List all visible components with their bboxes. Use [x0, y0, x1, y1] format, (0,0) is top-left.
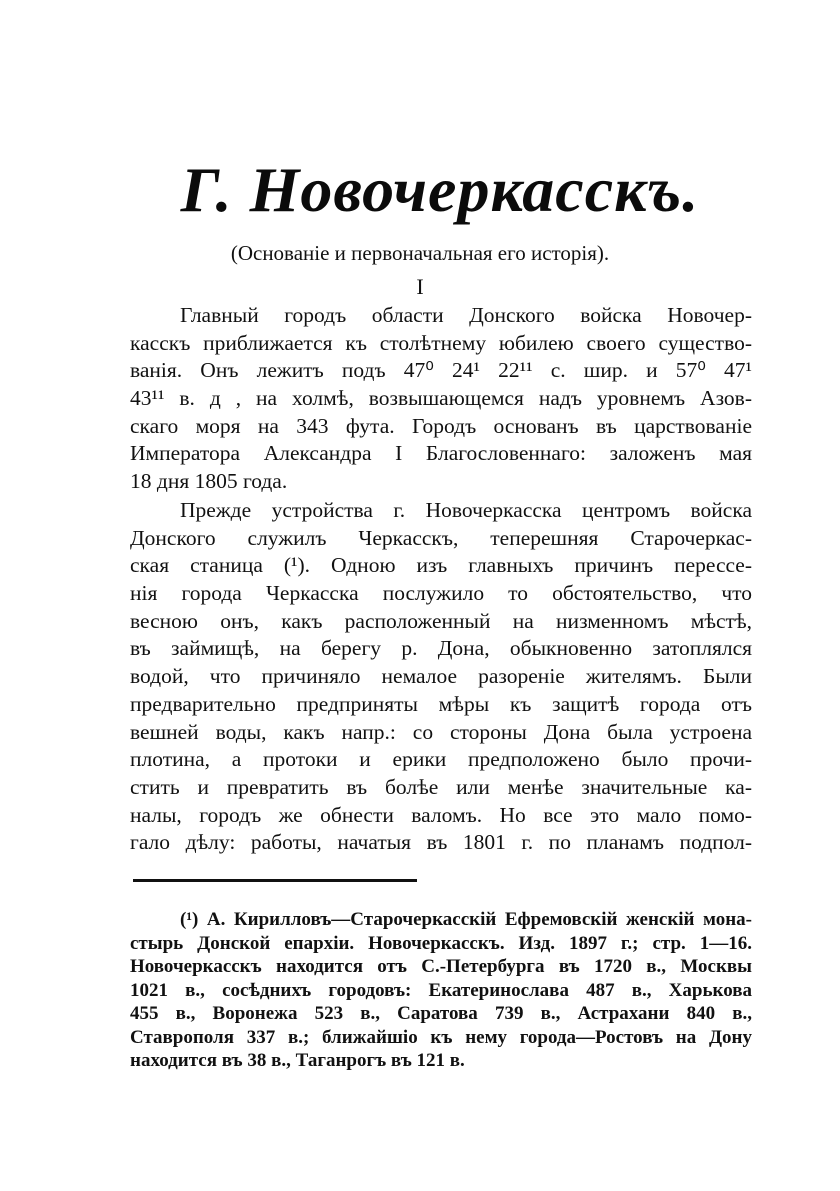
text-line: Главный городъ области Донского войска Новочер-	[180, 303, 752, 327]
page-title: Г. Новочеркасскъ.	[180, 154, 700, 225]
footnote-line: 1021 в., сосѣднихъ городовъ: Екатеринослава 487 в., Харькова	[130, 979, 752, 1001]
footnote-line: Новочеркасскъ находится отъ С.-Петербурга въ 1720 в., Москвы	[130, 956, 752, 977]
text-line: 43¹¹ в. д , на холмѣ, возвышающемся надъ уровнемъ Азов-	[130, 386, 752, 411]
text-line: Прежде устройства г. Новочеркасска центромъ войска	[180, 498, 752, 522]
text-line: водой, что причиняло немалое разореніе жителямъ. Были	[130, 664, 752, 689]
text-line: Донского служилъ Черкасскъ, теперешняя Старочеркас-	[130, 525, 752, 550]
text-line: предварительно предприняты мѣры къ защитѣ города отъ	[130, 691, 752, 716]
paragraph-1	[130, 302, 752, 496]
text-line: весною онъ, какъ расположенный на низменномъ мѣстѣ,	[130, 608, 752, 633]
text-line: нія города Черкасска послужило то обстоятельство, что	[130, 581, 752, 606]
text-line: 18 дня 1805 года.	[130, 469, 288, 494]
footnote	[130, 908, 752, 1073]
footnote-line: находится въ 38 в., Таганрогъ въ 121 в.	[130, 1050, 465, 1071]
footnote-line: (¹) А. Кирилловъ—Старочеркасскій Ефремовскій женскій мона-	[180, 909, 752, 930]
text-line: ванія. Онъ лежитъ подъ 47⁰ 24¹ 22¹¹ с. шир. и 57⁰ 47¹	[130, 358, 752, 383]
text-line: гало дѣлу: работы, начатыя въ 1801 г. по планамъ подпол-	[130, 830, 752, 855]
section-number: I	[416, 274, 424, 299]
text-line: налы, городъ же обнести валомъ. Но все это мало помо-	[130, 802, 752, 827]
text-line: въ займищѣ, на берегу р. Дона, обыкновенно затоплялся	[130, 636, 752, 661]
text-line: скаго моря на 343 фута. Городъ основанъ въ царствованіе	[130, 413, 752, 438]
page-subtitle: (Основаніе и первоначальная его исторія).	[230, 241, 610, 265]
text-line: плотина, а протоки и ерики предположено было прочи-	[130, 747, 752, 772]
text-line: стить и превратить въ болѣе или менѣе значительные ка-	[130, 774, 752, 799]
text-line: вешней воды, какъ напр.: со стороны Дона была устроена	[130, 719, 752, 744]
text-line: касскъ приближается къ столѣтнему юбилею своего существо-	[130, 330, 752, 355]
text-line: Императора Александра I Благословеннаго: заложенъ мая	[130, 441, 752, 466]
footnote-line: 455 в., Воронежа 523 в., Саратова 739 в., Астрахани 840 в.,	[130, 1003, 752, 1024]
footnote-divider	[133, 879, 417, 882]
footnote-line: стырь Донской епархіи. Новочеркасскъ. Изд. 1897 г.; стр. 1—16.	[130, 932, 752, 954]
text-line: ская станица (¹). Одною изъ главныхъ причинъ перессе-	[130, 553, 752, 578]
paragraph-2	[130, 497, 752, 857]
footnote-line: Ставрополя 337 в.; ближайшіо къ нему города—Ростовъ на Дону	[130, 1026, 752, 1048]
